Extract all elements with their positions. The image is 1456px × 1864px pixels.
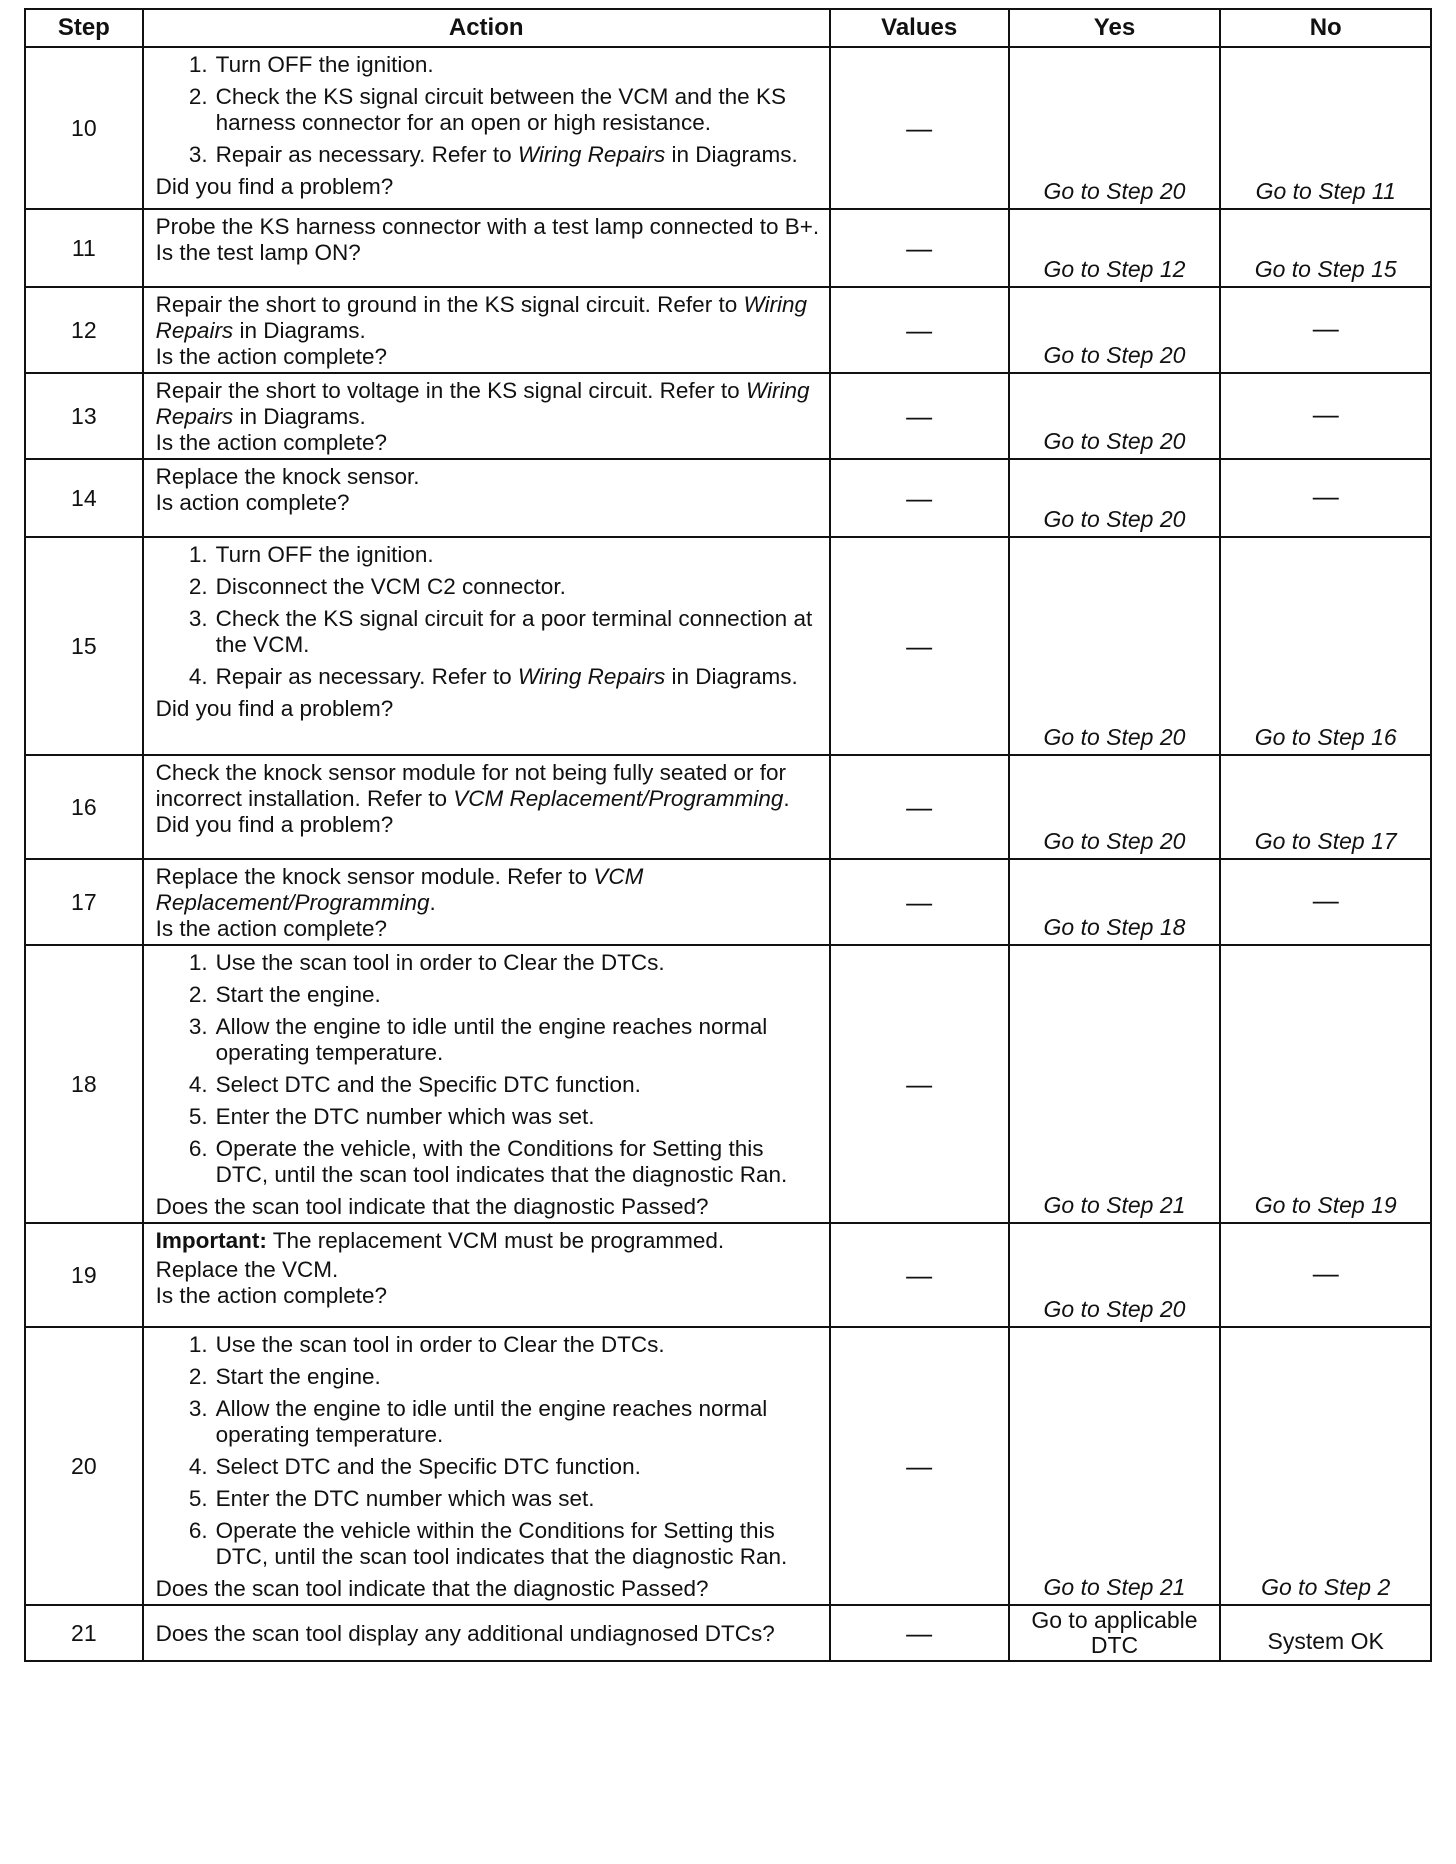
action-text: Check the knock sensor module for not being fully seated or for incorrect installation. Refer to VCM Replacement/Programming. xyxy=(155,760,790,811)
header-yes: Yes xyxy=(1009,9,1221,47)
no-cell: Go to Step 19 xyxy=(1220,945,1431,1223)
action-text: Repair the short to ground in the KS signal circuit. Refer to Wiring Repairs in Diagrams. xyxy=(155,292,808,343)
action-question: Did you find a problem? xyxy=(155,696,394,721)
list-item: 5. Enter the DTC number which was set. xyxy=(188,1104,595,1129)
action-list xyxy=(156,1332,821,1570)
table-row xyxy=(25,459,1431,537)
table-row xyxy=(25,1327,1431,1605)
values-cell: — xyxy=(830,859,1009,945)
table-row xyxy=(25,373,1431,459)
action-question: Did you find a problem? xyxy=(155,174,394,199)
action-cell xyxy=(143,287,830,373)
list-item: 2. Start the engine. xyxy=(188,1364,381,1389)
header-step: Step xyxy=(25,9,143,47)
list-item: 2. Check the KS signal circuit between the VCM and the KS harness connector for an open or high resistance. xyxy=(188,84,786,135)
yes-cell: Go to Step 21 xyxy=(1009,1327,1221,1605)
values-cell: — xyxy=(830,945,1009,1223)
action-question: Does the scan tool display any additional undiagnosed DTCs? xyxy=(155,1621,775,1646)
step-number: 18 xyxy=(25,945,143,1223)
action-cell xyxy=(143,537,830,755)
yes-cell: Go to Step 18 xyxy=(1009,859,1221,945)
yes-cell: Go to Step 20 xyxy=(1009,459,1221,537)
table-row xyxy=(25,859,1431,945)
values-cell: — xyxy=(830,755,1009,859)
action-question: Is the test lamp ON? xyxy=(155,240,361,265)
step-number: 20 xyxy=(25,1327,143,1605)
no-cell: Go to Step 15 xyxy=(1220,209,1431,287)
values-cell: — xyxy=(830,287,1009,373)
list-item: 2. Disconnect the VCM C2 connector. xyxy=(188,574,566,599)
action-cell xyxy=(143,1223,830,1327)
list-item: 1. Use the scan tool in order to Clear the DTCs. xyxy=(188,1332,665,1357)
action-cell xyxy=(143,1327,830,1605)
list-item: 4. Select DTC and the Specific DTC function. xyxy=(188,1072,641,1097)
no-cell: Go to Step 2 xyxy=(1220,1327,1431,1605)
table-row xyxy=(25,945,1431,1223)
table-row xyxy=(25,1605,1431,1661)
yes-cell: Go to Step 20 xyxy=(1009,755,1221,859)
action-cell xyxy=(143,859,830,945)
values-cell: — xyxy=(830,373,1009,459)
list-item: 3. Check the KS signal circuit for a poor terminal connection at the VCM. xyxy=(188,606,813,657)
list-item: 4. Repair as necessary. Refer to Wiring Repairs in Diagrams. xyxy=(188,664,798,689)
action-cell xyxy=(143,373,830,459)
list-item: 2. Start the engine. xyxy=(188,982,381,1007)
table-row xyxy=(25,287,1431,373)
action-cell xyxy=(143,47,830,209)
no-cell: System OK xyxy=(1220,1605,1431,1661)
action-question: Did you find a problem? xyxy=(155,812,394,837)
action-cell xyxy=(143,755,830,859)
action-question: Is the action complete? xyxy=(155,344,388,369)
step-number: 12 xyxy=(25,287,143,373)
no-cell: — xyxy=(1220,859,1431,945)
no-cell: Go to Step 17 xyxy=(1220,755,1431,859)
yes-cell: Go to Step 20 xyxy=(1009,537,1221,755)
no-cell: — xyxy=(1220,459,1431,537)
no-cell: Go to Step 16 xyxy=(1220,537,1431,755)
action-text: Probe the KS harness connector with a test lamp connected to B+. xyxy=(155,214,820,239)
list-item: 3. Allow the engine to idle until the engine reaches normal operating temperature. xyxy=(188,1014,768,1065)
step-number: 16 xyxy=(25,755,143,859)
diagnostic-table xyxy=(24,8,1432,1662)
header-no: No xyxy=(1220,9,1431,47)
table-row xyxy=(25,209,1431,287)
action-question: Is action complete? xyxy=(155,490,350,515)
values-cell: — xyxy=(830,47,1009,209)
yes-cell: Go to Step 20 xyxy=(1009,287,1221,373)
list-item: 3. Repair as necessary. Refer to Wiring Repairs in Diagrams. xyxy=(188,142,798,167)
step-number: 13 xyxy=(25,373,143,459)
table-row xyxy=(25,47,1431,209)
yes-cell: Go to Step 20 xyxy=(1009,47,1221,209)
step-number: 10 xyxy=(25,47,143,209)
step-number: 11 xyxy=(25,209,143,287)
list-item: 6. Operate the vehicle, with the Conditions for Setting this DTC, until the scan tool indicates that the diagnostic Ran. xyxy=(188,1136,788,1187)
header-row xyxy=(25,9,1431,47)
no-cell: — xyxy=(1220,287,1431,373)
step-number: 19 xyxy=(25,1223,143,1327)
diagnostic-table-container xyxy=(24,8,1432,1662)
yes-cell: Go to Step 20 xyxy=(1009,1223,1221,1327)
action-text: Replace the knock sensor. xyxy=(155,464,420,489)
action-question: Does the scan tool indicate that the diagnostic Passed? xyxy=(155,1194,709,1219)
action-list xyxy=(156,542,821,690)
action-text: Repair the short to voltage in the KS signal circuit. Refer to Wiring Repairs in Diagrams. xyxy=(155,378,810,429)
values-cell: — xyxy=(830,209,1009,287)
action-text: Replace the knock sensor module. Refer to VCM Replacement/Programming. xyxy=(155,864,644,915)
header-action: Action xyxy=(143,9,830,47)
table-row xyxy=(25,755,1431,859)
action-question: Is the action complete? xyxy=(155,916,388,941)
action-list xyxy=(156,52,821,168)
no-cell: — xyxy=(1220,373,1431,459)
values-cell: — xyxy=(830,537,1009,755)
action-cell xyxy=(143,1605,830,1661)
yes-cell: Go to Step 20 xyxy=(1009,373,1221,459)
step-number: 14 xyxy=(25,459,143,537)
yes-cell: Go to Step 21 xyxy=(1009,945,1221,1223)
table-row xyxy=(25,537,1431,755)
table-row xyxy=(25,1223,1431,1327)
step-number: 15 xyxy=(25,537,143,755)
action-text: Replace the VCM. xyxy=(155,1257,339,1282)
list-item: 6. Operate the vehicle within the Conditions for Setting this DTC, until the scan tool indicates that the diagnostic Ran. xyxy=(188,1518,788,1569)
list-item: 1. Use the scan tool in order to Clear the DTCs. xyxy=(188,950,665,975)
action-cell xyxy=(143,209,830,287)
values-cell: — xyxy=(830,1327,1009,1605)
step-number: 21 xyxy=(25,1605,143,1661)
action-cell xyxy=(143,945,830,1223)
list-item: 3. Allow the engine to idle until the engine reaches normal operating temperature. xyxy=(188,1396,768,1447)
no-cell: Go to Step 11 xyxy=(1220,47,1431,209)
values-cell: — xyxy=(830,1605,1009,1661)
list-item: 1. Turn OFF the ignition. xyxy=(188,52,434,77)
action-list xyxy=(156,950,821,1188)
yes-cell: Go to Step 12 xyxy=(1009,209,1221,287)
action-question: Is the action complete? xyxy=(155,1283,388,1308)
action-cell xyxy=(143,459,830,537)
values-cell: — xyxy=(830,459,1009,537)
action-question: Does the scan tool indicate that the diagnostic Passed? xyxy=(155,1576,709,1601)
step-number: 17 xyxy=(25,859,143,945)
list-item: 5. Enter the DTC number which was set. xyxy=(188,1486,595,1511)
yes-cell: Go to applicable DTC xyxy=(1009,1605,1221,1661)
list-item: 1. Turn OFF the ignition. xyxy=(188,542,434,567)
values-cell: — xyxy=(830,1223,1009,1327)
header-values: Values xyxy=(830,9,1009,47)
no-cell: — xyxy=(1220,1223,1431,1327)
action-question: Is the action complete? xyxy=(155,430,388,455)
important-note: Important: The replacement VCM must be programmed. xyxy=(155,1228,725,1253)
list-item: 4. Select DTC and the Specific DTC function. xyxy=(188,1454,641,1479)
